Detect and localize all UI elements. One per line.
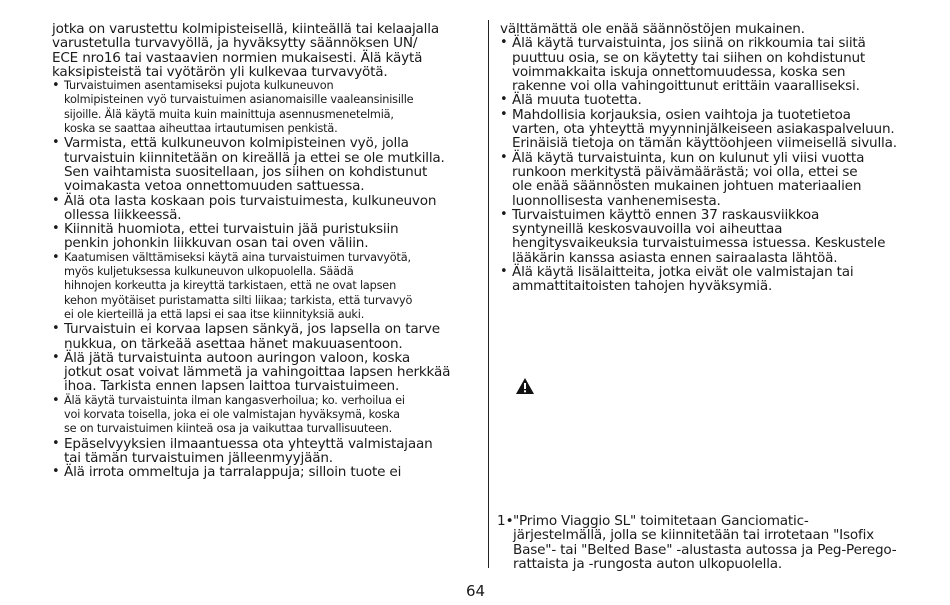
- text-line: penkin johonkin liikkuvan osan tai oven väliin.: [64, 235, 369, 252]
- text-line: varustetulla turvavyöllä, ja hyväksytty säännöksen UN/: [52, 35, 418, 52]
- bullet-item: [52, 394, 476, 437]
- text-line: Erinäisiä tietoja on tämän käyttöohjeen viimeisellä sivulla.: [512, 135, 897, 152]
- text-line: Kiinnitä huomiota, ettei turvaistuin jää puristuksiin: [64, 221, 399, 238]
- bullet-glyph: •: [500, 35, 508, 51]
- text-line: ihoa. Tarkista ennen lapsen laittoa turvaistuimeen.: [64, 378, 400, 395]
- text-line: nukkua, on tärkeää asettaa hänet makuuasentoon.: [64, 335, 403, 352]
- bullet-item: [500, 36, 920, 93]
- text-line: hihnojen korkeutta ja kireyttä tarkistaen, että ne ovat lapsen: [64, 279, 397, 293]
- text-line: rakenne voi olla vahingoittunut erittäin vaaralliseksi.: [512, 78, 860, 95]
- right-column: [500, 22, 920, 294]
- text-line: ammattitaitoisten tahojen hyväksymiä.: [512, 278, 773, 295]
- text-line: Epäselvyyksien ilmaantuessa ota yhteyttä valmistajaan: [64, 435, 433, 452]
- left-column: [52, 22, 476, 480]
- bullet-item: [52, 79, 476, 136]
- bullet-item: [52, 465, 476, 479]
- bullet-glyph: •: [500, 106, 508, 122]
- footnote-line: "Primo Viaggio SL" toimitetaan Ganciomatic-: [513, 513, 809, 529]
- bullet-item: [500, 108, 920, 151]
- bullet-glyph: •: [52, 435, 60, 451]
- text-line: Turvaistuin ei korvaa lapsen sänkyä, jos lapsella on tarve: [64, 321, 440, 338]
- text-line: Älä käytä turvaistuinta, kun on kulunut yli viisi vuotta: [512, 149, 865, 166]
- text-line: puuttuu osia, se on käytetty tai siihen on kohdistunut: [512, 49, 866, 66]
- paragraph-continuation: [52, 22, 476, 79]
- bullet-glyph: •: [52, 78, 60, 94]
- footnote-marker: 1•: [497, 513, 514, 529]
- text-line: Kaatumisen välttämiseksi käytä aina turvaistuimen turvavyötä,: [64, 250, 411, 264]
- footnote: [497, 514, 927, 571]
- bullet-item: [52, 136, 476, 193]
- text-line: Varmista, että kulkuneuvon kolmipisteinen vyö, jolla: [64, 135, 409, 152]
- text-line: kehon myötäiset puristamatta silti liikaa; tarkista, että turvavyö: [64, 293, 413, 307]
- text-line: ei ole kierteillä ja että lapsi ei saa itse kiinnityksiä auki.: [64, 307, 365, 321]
- footnote-line: Base"- tai "Belted Base" -alustasta autossa ja Peg-Perego-: [513, 541, 897, 558]
- text-line: kaksipisteistä tai vyötärön yli kulkevaa turvavyötä.: [52, 63, 388, 80]
- bullet-item: [500, 93, 920, 107]
- text-line: hengitysvaikeuksia turvaistuimessa istuessa. Keskustele: [512, 235, 886, 252]
- text-line: se on turvaistuimen kiinteä osa ja vaikuttaa turvallisuuteen.: [64, 422, 392, 436]
- text-line: Älä käytä turvaistuinta ilman kangasverhoilua; ko. verhoilua ei: [64, 393, 405, 407]
- bullet-item: [500, 208, 920, 265]
- text-line: ole enää säännösten mukainen johtuen materiaalien: [512, 178, 862, 195]
- footnote-line: järjestelmällä, jolla se kiinnitetään tai irrotetaan "Isofix: [513, 527, 874, 544]
- bullet-item: [500, 151, 920, 208]
- text-line: ECE nro16 tai vastaavien normien mukaisesti. Älä käytä: [52, 49, 423, 66]
- text-line: syntyneillä keskosvauvoilla voi aiheuttaa: [512, 221, 783, 238]
- text-line: Älä muuta tuotetta.: [512, 92, 642, 109]
- bullet-glyph: •: [500, 264, 508, 280]
- text-line: Älä jätä turvaistuinta autoon auringon valoon, koska: [64, 349, 410, 366]
- bullet-item: [52, 222, 476, 251]
- text-line: voi korvata toisella, joka ei ole valmistajan hyväksymä, koska: [64, 408, 400, 422]
- bullet-glyph: •: [52, 392, 60, 408]
- text-line: tai tämän turvaistuimen jälleenmyyjään.: [64, 449, 333, 466]
- text-line: jotkut osat voivat lämmetä ja vahingoittaa lapsen herkkää: [64, 364, 451, 381]
- text-line: välttämättä ole enää säännöstöjen mukainen.: [500, 21, 805, 37]
- text-line: runkoon merkitystä päivämäärästä; voi olla, ettei se: [512, 163, 858, 180]
- bullet-glyph: •: [52, 192, 60, 208]
- bullet-item: [52, 251, 476, 322]
- text-line: kolmipisteinen vyö turvaistuimen asianomaisille vaaleansinisille: [64, 93, 414, 107]
- text-line: varten, ota yhteyttä myynninjälkeiseen asiakaspalveluun.: [512, 121, 895, 138]
- text-line: turvaistuin kiinnitetään on kireällä ja ettei se ole mutkilla.: [64, 149, 445, 166]
- text-line: voimakasta vetoa onnettomuuden sattuessa.: [64, 178, 365, 195]
- text-line: voimmakkaita iskuja onnettomuudessa, koska sen: [512, 63, 846, 80]
- text-line: lääkärin kanssa asiasta ennen sairaalasta lähtöä.: [512, 249, 838, 266]
- page-number: 64: [466, 582, 486, 600]
- text-line: Älä käytä lisälaitteita, jotka eivät ole valmistajan tai: [512, 264, 854, 281]
- text-line: koska se saattaa aiheuttaa irtautumisen penkistä.: [64, 122, 338, 136]
- text-line: ollessa liikkeessä.: [64, 206, 182, 223]
- bullet-glyph: •: [52, 249, 60, 265]
- text-line: Turvaistuimen käyttö ennen 37 raskausviikkoa: [512, 206, 820, 223]
- bullet-glyph: •: [52, 349, 60, 365]
- text-line: Älä ota lasta koskaan pois turvaistuimesta, kulkuneuvon: [64, 192, 437, 209]
- bullet-item: [52, 437, 476, 466]
- text-line: Älä käytä turvaistuinta, jos siinä on rikkoumia tai siitä: [512, 35, 866, 52]
- column-divider: [488, 20, 489, 568]
- bullet-item: [500, 265, 920, 294]
- text-line: Turvaistuimen asentamiseksi pujota kulkuneuvon: [64, 79, 334, 93]
- footnote-line: rattaista ja -rungosta auton ulkopuolella.: [513, 555, 783, 572]
- footnote-text: [497, 514, 927, 571]
- text-line: Mahdollisia korjauksia, osien vaihtoja ja tuotetietoa: [512, 106, 851, 123]
- text-line: sijoille. Älä käytä muita kuin mainittuja asennusmenetelmiä,: [64, 107, 394, 121]
- text-line: jotka on varustettu kolmipisteisellä, kiinteällä tai kelaajalla: [52, 21, 439, 37]
- bullet-glyph: •: [52, 221, 60, 237]
- text-line: myös kuljetuksessa kulkuneuvon ulkopuolella. Säädä: [64, 265, 354, 279]
- text-line: Sen vaihtamista suositellaan, jos siihen on kohdistunut: [64, 163, 428, 180]
- warning-icon: [515, 377, 535, 399]
- bullet-glyph: •: [52, 464, 60, 480]
- bullet-glyph: •: [500, 92, 508, 108]
- bullet-glyph: •: [52, 135, 60, 151]
- bullet-glyph: •: [52, 321, 60, 337]
- text-line: luonnollisesta vanhenemisesta.: [512, 192, 721, 209]
- bullet-item: [52, 194, 476, 223]
- bullet-glyph: •: [500, 206, 508, 222]
- bullet-glyph: •: [500, 149, 508, 165]
- text-line: Älä irrota ommeltuja ja tarralappuja; silloin tuote ei: [64, 464, 402, 481]
- bullet-item: [52, 322, 476, 351]
- bullet-item: [52, 351, 476, 394]
